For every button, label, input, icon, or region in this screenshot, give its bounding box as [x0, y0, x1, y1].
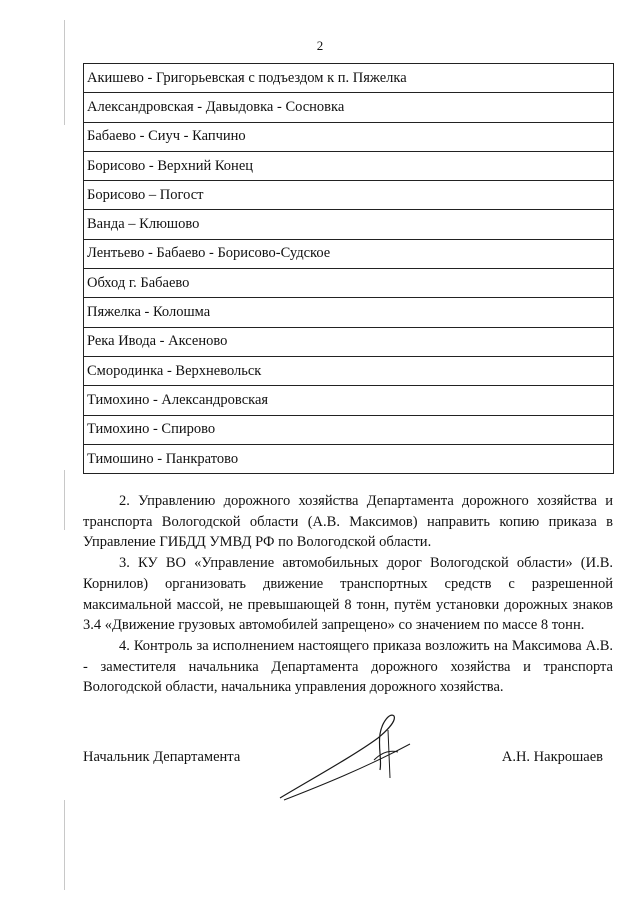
table-row [84, 386, 614, 415]
page-number: 2 [316, 38, 324, 53]
roads-table [83, 63, 614, 474]
road-name-cell: Пяжелка - Колошма [84, 298, 614, 327]
left-margin-line [64, 470, 65, 530]
table-row [84, 210, 614, 239]
road-name-cell: Смородинка - Верхневольск [84, 356, 614, 385]
road-name-cell: Борисово – Погост [84, 181, 614, 210]
table-row [84, 298, 614, 327]
road-name-cell: Бабаево - Сиуч - Капчино [84, 122, 614, 151]
signer-title: Начальник Департамента [83, 749, 241, 765]
left-margin-line [64, 800, 65, 890]
table-row [84, 64, 614, 93]
table-row [84, 444, 614, 473]
table-row [84, 181, 614, 210]
road-name-cell: Тимохино - Александровская [84, 386, 614, 415]
table-row [84, 327, 614, 356]
table-row [84, 415, 614, 444]
order-paragraphs [83, 491, 613, 698]
paragraph-4: 4. Контроль за исполнением настоящего приказа возложить на Максимова А.В. - заместителя начальника Департамента дорожного хозяйства и транспорта Вологодской области, начальника управления дорожного хозяйства. [83, 637, 613, 696]
left-margin-line [64, 20, 65, 125]
road-name-cell: Река Ивода - Аксеново [84, 327, 614, 356]
road-name-cell: Обход г. Бабаево [84, 269, 614, 298]
paragraph-2: 2. Управлению дорожного хозяйства Департамента дорожного хозяйства и транспорта Вологодской области (А.В. Максимов) направить копию приказа в Управление ГИБДД УМВД РФ по Вологодской области. [83, 493, 613, 551]
table-row [84, 269, 614, 298]
road-name-cell: Лентьево - Бабаево - Борисово-Судское [84, 239, 614, 268]
paragraph-3: 3. КУ ВО «Управление автомобильных дорог Вологодской области» (И.В. Корнилов) организовать движение транспортных средств с разрешенной максимальной массой, не превышающей 8 тонн, путём установки дорожных знаков 3.4 «Движение грузовых автомобилей запрещено» со значением по массе 8 тонн. [83, 555, 613, 634]
road-name-cell: Акишево - Григорьевская с подъездом к п. Пяжелка [84, 64, 614, 93]
road-name-cell: Борисово - Верхний Конец [84, 151, 614, 180]
signer-name: А.Н. Накрошаев [501, 749, 603, 765]
road-name-cell: Тимошино - Панкратово [84, 444, 614, 473]
handwritten-signature [270, 700, 420, 810]
road-name-cell: Ванда – Клюшово [84, 210, 614, 239]
table-row [84, 122, 614, 151]
road-name-cell: Тимохино - Спирово [84, 415, 614, 444]
table-row [84, 356, 614, 385]
table-row [84, 151, 614, 180]
road-name-cell: Александровская - Давыдовка - Сосновка [84, 93, 614, 122]
table-row [84, 239, 614, 268]
table-row [84, 93, 614, 122]
